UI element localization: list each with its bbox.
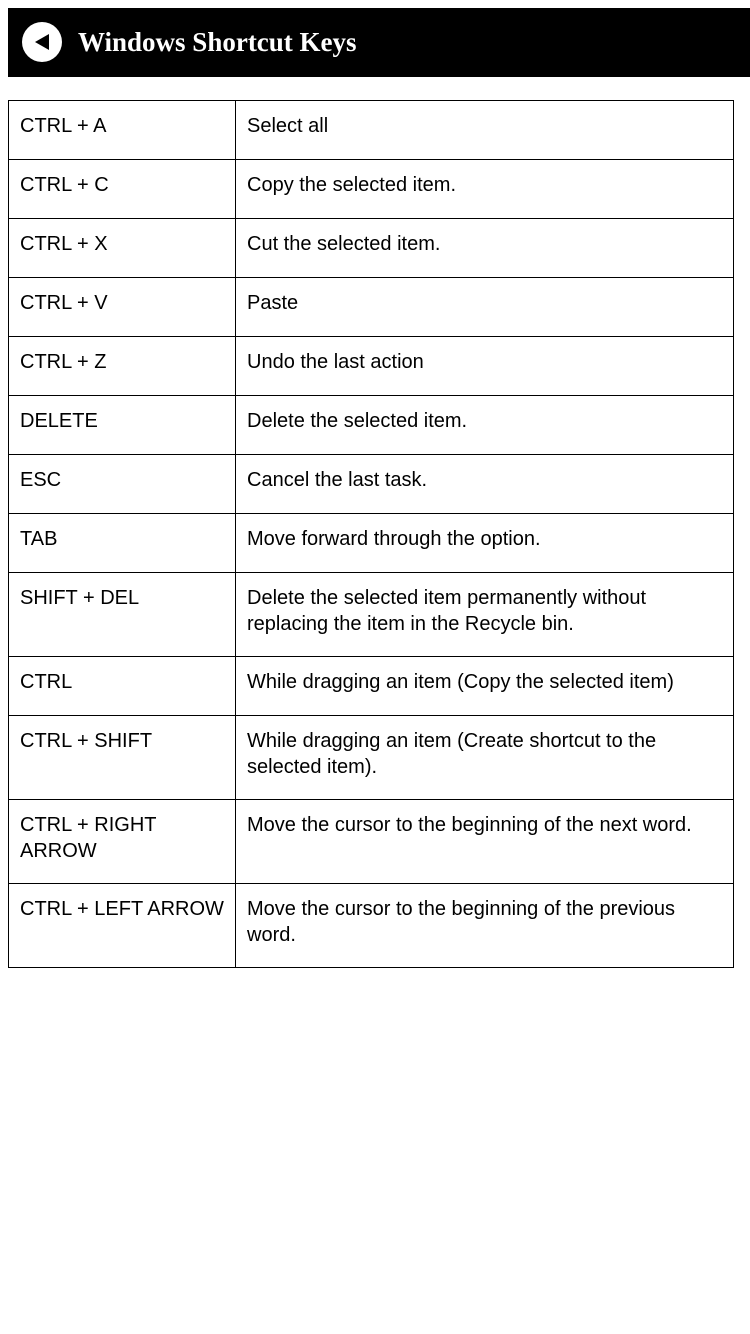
app-header: [8, 8, 750, 77]
shortcut-keys-cell: CTRL: [9, 657, 236, 716]
table-row: [9, 884, 734, 968]
table-row: [9, 101, 734, 160]
shortcut-description-cell: Move the cursor to the beginning of the previous word.: [236, 884, 734, 968]
back-arrow-icon: [30, 30, 54, 54]
shortcut-keys-cell: CTRL + RIGHT ARROW: [9, 800, 236, 884]
shortcut-description-cell: Undo the last action: [236, 337, 734, 396]
table-row: [9, 573, 734, 657]
shortcut-keys-cell: CTRL + LEFT ARROW: [9, 884, 236, 968]
shortcut-description-cell: Move the cursor to the beginning of the next word.: [236, 800, 734, 884]
table-row: [9, 455, 734, 514]
table-row: [9, 219, 734, 278]
shortcut-keys-cell: CTRL + Z: [9, 337, 236, 396]
table-row: [9, 278, 734, 337]
shortcut-keys-cell: SHIFT + DEL: [9, 573, 236, 657]
shortcut-description-cell: Delete the selected item.: [236, 396, 734, 455]
table-row: [9, 337, 734, 396]
shortcut-keys-cell: CTRL + C: [9, 160, 236, 219]
shortcut-description-cell: Paste: [236, 278, 734, 337]
table-row: [9, 657, 734, 716]
shortcut-description-cell: Cancel the last task.: [236, 455, 734, 514]
back-button[interactable]: [22, 22, 62, 62]
table-row: [9, 396, 734, 455]
shortcut-keys-cell: TAB: [9, 514, 236, 573]
shortcut-keys-cell: CTRL + A: [9, 101, 236, 160]
shortcut-keys-cell: CTRL + V: [9, 278, 236, 337]
table-row: [9, 514, 734, 573]
shortcut-keys-cell: CTRL + X: [9, 219, 236, 278]
shortcut-description-cell: Delete the selected item permanently without replacing the item in the Recycle bin.: [236, 573, 734, 657]
shortcut-keys-cell: CTRL + SHIFT: [9, 716, 236, 800]
page-title: Windows Shortcut Keys: [78, 27, 357, 57]
shortcut-description-cell: While dragging an item (Copy the selected item): [236, 657, 734, 716]
table-row: [9, 160, 734, 219]
shortcut-description-cell: Select all: [236, 101, 734, 160]
table-row: [9, 716, 734, 800]
shortcut-keys-cell: DELETE: [9, 396, 236, 455]
shortcut-description-cell: Cut the selected item.: [236, 219, 734, 278]
shortcut-description-cell: While dragging an item (Create shortcut to the selected item).: [236, 716, 734, 800]
shortcut-table: [8, 100, 734, 968]
table-row: [9, 800, 734, 884]
shortcut-description-cell: Move forward through the option.: [236, 514, 734, 573]
shortcut-description-cell: Copy the selected item.: [236, 160, 734, 219]
shortcut-keys-cell: ESC: [9, 455, 236, 514]
